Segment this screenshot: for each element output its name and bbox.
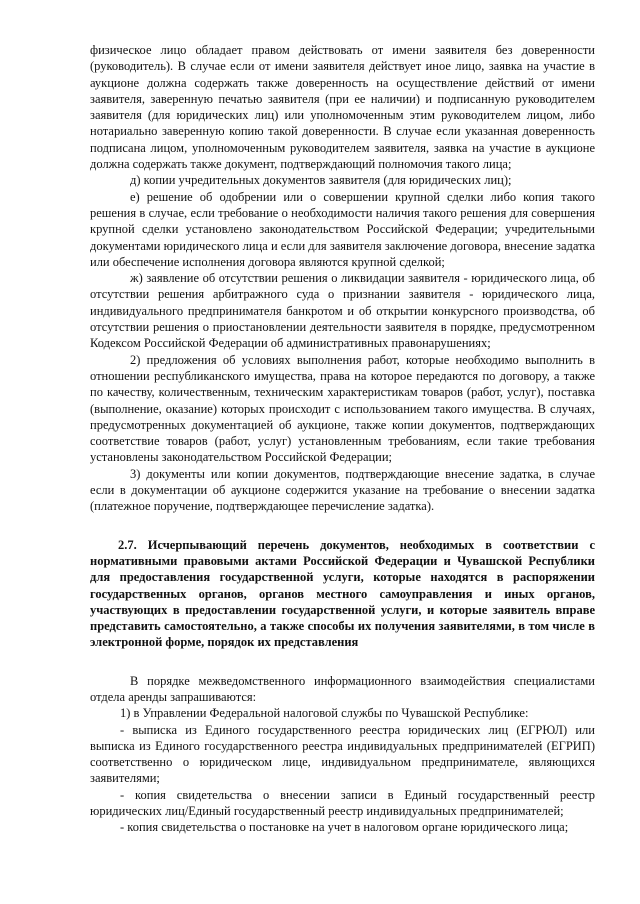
paragraph-item-3: 3) документы или копии документов, подтверждающие внесение задатка, в случае если в документации об аукционе содержится указание на требование о внесении задатка (платежное поручение, подтверждающее перечисление задатка). xyxy=(90,466,595,514)
paragraph-item-2: 2) предложения об условиях выполнения работ, которые необходимо выполнить в отношении республиканского имущества, права на которое передаются по договору, а также по качеству, количественным, техническим характеристикам товаров (работ, услуг), поставка (выполнение, оказание) которых происходит с использованием такого имущества. В случаях, предусмотренных документацией об аукционе, также копии документов, подтверждающих соответствие товаров (работ, услуг) установленным требованиям, если такие требования установлены законодательством Российской Федерации; xyxy=(90,352,595,465)
list-item-egrul-extract: - выписка из Единого государственного реестра юридических лиц (ЕГРЮЛ) или выписка из Единого государственного реестра индивидуальных предпринимателей (ЕГРИП) соответственно о юридическом лице, индивидуальном предпринимателе, являющихся заявителями; xyxy=(90,722,595,786)
document-body xyxy=(90,42,595,836)
paragraph-item-e: е) решение об одобрении или о совершении крупной сделки либо копия такого решения в случае, если требование о необходимости наличия такого решения для совершения крупной сделки установлено законодательством Российской Федерации; учредительными документами юридического лица и если для заявителя заключение договора, внесение задатка или обеспечение исполнения договора являются крупной сделкой; xyxy=(90,189,595,269)
paragraph-item-zh: ж) заявление об отсутствии решения о ликвидации заявителя - юридического лица, об отсутствии решения арбитражного суда о признании заявителя - юридического лица, индивидуального предпринимателя банкротом и об открытии конкурсного производства, об отсутствии решения о приостановлении деятельности заявителя в порядке, предусмотренном Кодексом Российской Федерации об административных правонарушениях; xyxy=(90,271,595,351)
paragraph-authority: физическое лицо обладает правом действовать от имени заявителя без доверенности (руководитель). В случае если от имени заявителя действует иное лицо, заявка на участие в аукционе должна содержать также доверенность на осуществление действий от имени заявителя, заверенную печатью заявителя (при ее наличии) и подписанную руководителем заявителя (для юридических лиц) или уполномоченным этим руководителем лицом, либо нотариально заверенную копию такой доверенности. В случае если указанная доверенность подписана лицом, уполномоченным руководителем заявителя, заявка на участие в аукционе должна содержать также документ, подтверждающий полномочия такого лица; xyxy=(90,43,595,172)
list-item-registration-certificate: - копия свидетельства о внесении записи в Единый государственный реестр юридических лиц/Единый государственный реестр индивидуальных предпринимателей; xyxy=(90,787,595,819)
list-item-tax-certificate: - копия свидетельства о постановке на учет в налоговом органе юридического лица; xyxy=(120,820,569,835)
paragraph-tax-service: 1) в Управлении Федеральной налоговой службы по Чувашской Республике: xyxy=(120,706,529,721)
paragraph-interagency-intro: В порядке межведомственного информационного взаимодействия специалистами отдела аренды запрашиваются: xyxy=(90,673,595,704)
paragraph-item-d: д) копии учредительных документов заявителя (для юридических лиц); xyxy=(130,173,512,188)
section-heading-2-7: 2.7. Исчерпывающий перечень документов, необходимых в соответствии с нормативными правовыми актами Российской Федерации и Чувашской Республики для предоставления государственной услуги, которые находятся в распоряжении государственных органов, органов местного самоуправления и иных органов, участвующих в предоставлении государственной услуги, и которые заявитель вправе представить самостоятельно, а также способы их получения заявителями, в том числе в электронной форме, порядок их представления xyxy=(90,537,595,650)
